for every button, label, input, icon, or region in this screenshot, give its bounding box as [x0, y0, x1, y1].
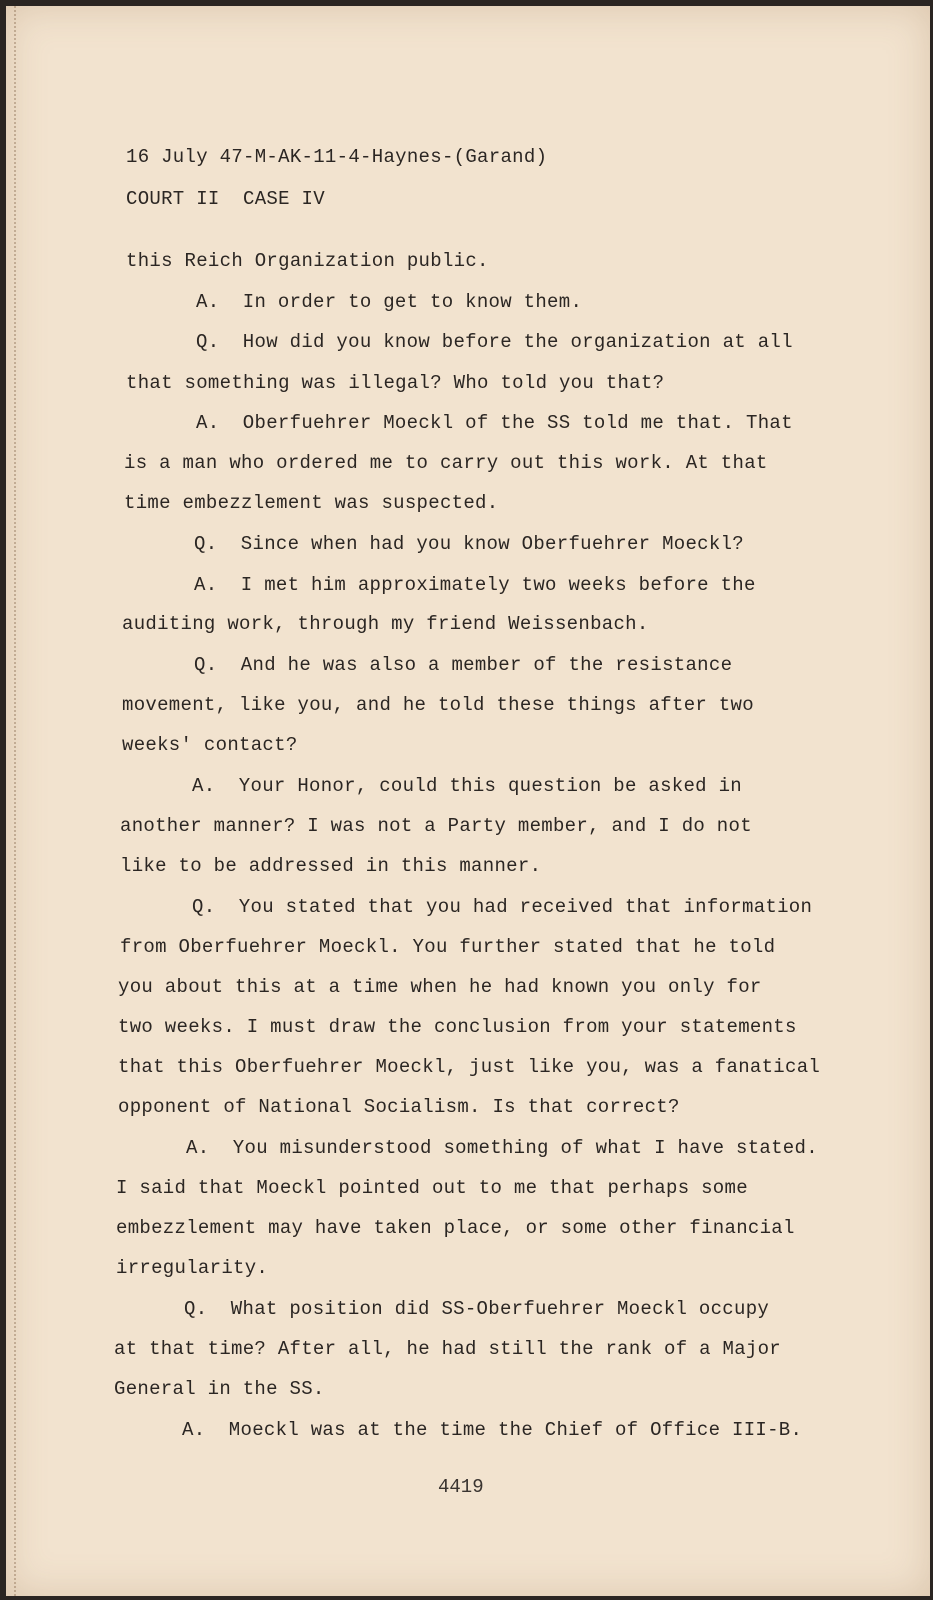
text-line: time embezzlement was suspected. — [124, 492, 499, 514]
text-line: is a man who ordered me to carry out this work. At that — [124, 452, 768, 474]
header-line-1: 16 July 47-M-AK-11-4-Haynes-(Garand) — [126, 146, 548, 168]
document-page — [6, 6, 930, 1596]
text-line: at that time? After all, he had still the rank of a Major — [114, 1338, 782, 1360]
text-line: that this Oberfuehrer Moeckl, just like you, was a fanatical — [118, 1056, 821, 1078]
text-line: Q. And he was also a member of the resistance — [194, 654, 733, 676]
text-line: A. In order to get to know them. — [196, 291, 583, 313]
text-line: General in the SS. — [114, 1378, 325, 1400]
header-line-2: COURT II CASE IV — [126, 188, 325, 210]
text-line: A. Your Honor, could this question be asked in — [192, 775, 742, 797]
text-line: opponent of National Socialism. Is that correct? — [118, 1096, 680, 1118]
text-line: two weeks. I must draw the conclusion from your statements — [118, 1016, 797, 1038]
text-line: this Reich Organization public. — [126, 250, 489, 272]
text-line: irregularity. — [116, 1257, 269, 1279]
text-line: embezzlement may have taken place, or some other financial — [116, 1217, 795, 1239]
text-line: that something was illegal? Who told you that? — [126, 372, 665, 394]
page-number: 4419 — [438, 1476, 484, 1498]
text-line: weeks' contact? — [122, 734, 298, 756]
text-line: Q. How did you know before the organization at all — [196, 331, 793, 353]
text-line: you about this at a time when he had known you only for — [118, 976, 762, 998]
text-line: movement, like you, and he told these things after two — [122, 694, 754, 716]
text-line: A. Oberfuehrer Moeckl of the SS told me that. That — [196, 412, 793, 434]
text-line: A. I met him approximately two weeks before the — [194, 574, 756, 596]
text-line: I said that Moeckl pointed out to me that perhaps some — [116, 1177, 748, 1199]
text-line: Q. Since when had you know Oberfuehrer Moeckl? — [194, 533, 744, 555]
text-line: A. You misunderstood something of what I have stated. — [186, 1137, 818, 1159]
text-line: Q. What position did SS-Oberfuehrer Moeckl occupy — [184, 1298, 770, 1320]
text-line: like to be addressed in this manner. — [120, 855, 542, 877]
document-body — [6, 6, 930, 1596]
text-line: A. Moeckl was at the time the Chief of Office III-B. — [182, 1419, 803, 1441]
text-line: another manner? I was not a Party member, and I do not — [120, 815, 752, 837]
text-line: Q. You stated that you had received that information — [192, 896, 813, 918]
text-line: auditing work, through my friend Weissenbach. — [122, 613, 649, 635]
text-line: from Oberfuehrer Moeckl. You further stated that he told — [120, 936, 776, 958]
